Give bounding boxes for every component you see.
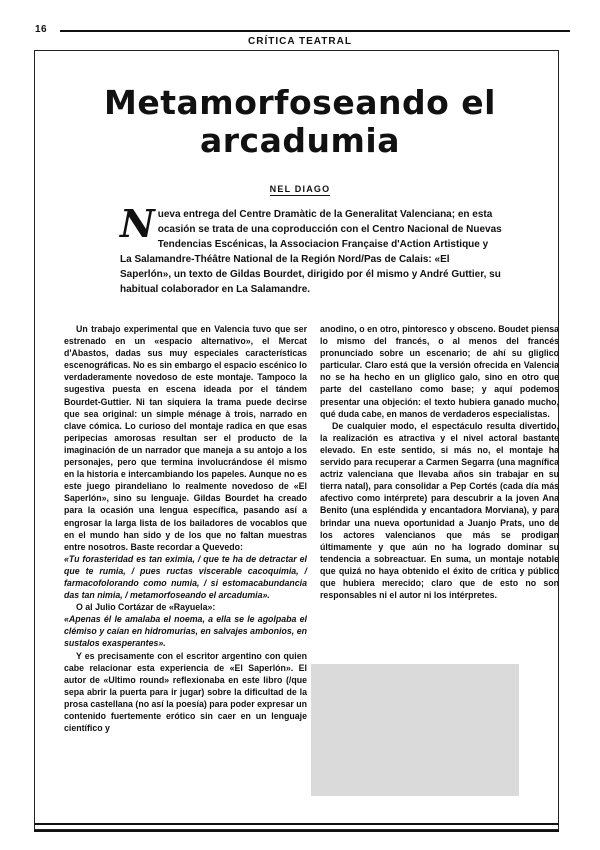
quote-cortazar: «Apenas él le amalaba el noema, a ella se le agolpaba el clémiso y caían en hidromurias, en salvajes ambonios, en sustalos exasperantes». [64, 614, 307, 649]
quote-quevedo: «Tu forasteridad es tan eximia, / que te ha de detractar el que te rumia, / pues ructas viscerable cacoquimia, / farmacofolorando como numia, / si estomacabundancia das tan nimia, / metamorfoseando el arcadumia». [64, 553, 307, 601]
column-left [64, 323, 307, 734]
drop-cap: N [120, 201, 155, 246]
photo-placeholder [311, 664, 519, 796]
lead-text: ueva entrega del Centre Dramàtic de la Generalitat Valenciana; en esta ocasión se trata de una coproducción con el Centro Nacional de Nuevas Tendencias Escénicas, la Associacion Française d'Action Artistique y La Salamandre-Théâtre National de la Región Nord/Pas de Calais: «El Saperlón», un texto de Gildas Bourdet, dirigido por él mismo y André Guttier, su habitual colaborador en La Salamandre. [120, 209, 502, 295]
header-rule [60, 30, 570, 32]
body-paragraph: O al Julio Cortázar de «Rayuela»: [76, 602, 216, 613]
byline [0, 179, 600, 197]
footer-rule [34, 830, 559, 832]
title-line-1: Metamorfoseando el [104, 83, 496, 122]
body-paragraph: Y es precisamente con el escritor argentino con quien cabe relacionar esta experiencia de «El Saperlón». El autor de «Ultimo round» reflexionaba en este libro (/que sepa abrir la puerta para ir jugar) sobre la dificultad de la prosa castellana (no así la poesía) para poder expresar un contenido fuertemente erótico sin caer en un lenguaje científico y [64, 650, 307, 734]
body-paragraph: De cualquier modo, el espectáculo resulta divertido, la realización es atractiva y el nivel actoral bastante elevado. En este sentido, si más no, el montaje ha servido para recuperar a Carmen Segarra (una magnífica actriz valenciana que llevaba años sin trabajar en su tierra natal), para consolidar a Pep Cortés (cada día más afectivo como intérprete) para descubrir a la joven Ana Benito (una espléndida y encantadora Morviana), y para brindar una nueva oportunidad a Juanjo Prats, uno de los actores valencianos que más se prodigan últimamente y que aún no ha logrado dominar su tendencia a sobreactuar. En suma, un montaje notable que quizá no haya obtenido el éxito de crítica y público que hubiera merecido; claro que de esto no son responsables ni el autor ni los intérpretes. [320, 420, 559, 601]
title-line-2: arcadumia [200, 121, 400, 160]
lead-paragraph [120, 201, 502, 297]
section-label: CRÍTICA TEATRAL [248, 36, 352, 47]
body-paragraph: Un trabajo experimental que en Valencia tuvo que ser estrenado en un «espacio alternativo», el Mercat d'Abastos, dadas sus muy especiales características escenográficas. No es sin embargo el espacio escénico lo verdaderamente novedoso de este montaje. Tampoco la sugestiva puesta en escena ideada por el tándem Bourdet-Guttier. Ni tan siquiera la trama puede decirse que sea original: un simple ménage à trois, narrado en clave cómica. Lo curioso del montaje radica en que esas peripecias amorosas resultan ser el producto de la imaginación de un narrador que maneja a su antojo a los personajes, pero que termina involucrándose él mismo en la historia e intercambiando los papeles. Aunque no es este juego pirandeliano lo realmente novedoso de «El Saperlón», sino su lenguaje. Gildas Bourdet ha creado para la ocasión una lengua específica, pasando así a engrosar la larga lista de los bailadores de vocablos que en el mundo han sido y de los que no faltan muestras entre nosotros. Baste recordar a Quevedo: [64, 324, 307, 552]
author-name: NEL DIAGO [269, 184, 331, 194]
column-right [320, 323, 559, 601]
body-paragraph: anodino, o en otro, pintoresco y obsceno. Boudet piensa lo mismo del francés, o al menos del francés pronunciado sobre un escenario; de ahí su gliglico particular. Claro está que la versión ofrecida en Valencia no se ha hecho en un gliglico galo, sino en otro que parte del castellano como base; y aquí podemos presentar una objeción: el texto hubiera ganado mucho, qué duda cabe, en manos de verdaderos especialistas. [320, 324, 559, 419]
page-number: 16 [35, 24, 48, 35]
article-title [40, 84, 560, 160]
footer-rule [34, 823, 559, 825]
